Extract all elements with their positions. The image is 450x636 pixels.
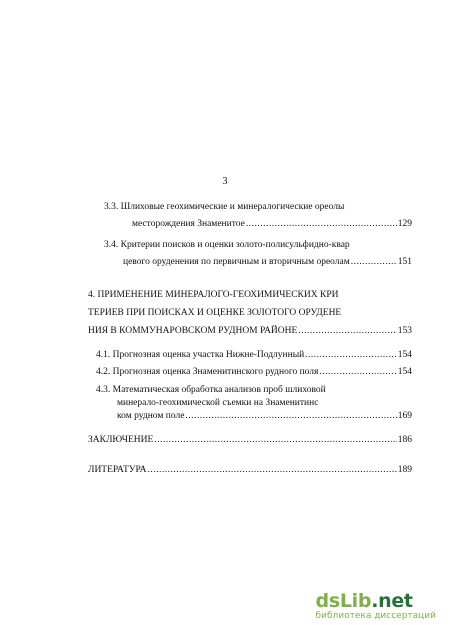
toc-entry-3-4-line1: 3.4. Критерии поисков и оценки золото-полисульфидно-квар bbox=[104, 240, 350, 250]
dot-leader bbox=[305, 350, 397, 361]
dot-leader bbox=[185, 411, 396, 422]
toc-entry-text: НИЯ В КОММУНАРОВСКОМ РУДНОМ РАЙОНЕ bbox=[88, 326, 298, 336]
toc-entry-3-4-line2 bbox=[123, 257, 412, 268]
toc-entry-4-3-line3 bbox=[117, 411, 412, 422]
dot-leader bbox=[154, 435, 396, 446]
toc-entry-text: ком рудном поле bbox=[117, 411, 185, 421]
toc-entry-text: 4.1. Прогнозная оценка участка Нижне-Подлунный bbox=[96, 350, 305, 360]
dot-leader bbox=[319, 367, 396, 378]
toc-entry-page: 153 bbox=[397, 326, 412, 336]
toc-entry-page: 129 bbox=[397, 219, 412, 229]
toc-entry-page: 189 bbox=[397, 465, 412, 475]
toc-entry-text: ЗАКЛЮЧЕНИЕ bbox=[88, 435, 154, 445]
toc-entry-page: 154 bbox=[397, 367, 412, 377]
watermark-brand-main: dsLib bbox=[315, 590, 372, 612]
toc-entry-4-1 bbox=[96, 350, 412, 361]
toc-entry-page: 154 bbox=[397, 350, 412, 360]
toc-section-4-line3 bbox=[88, 326, 412, 337]
dot-leader bbox=[246, 219, 397, 230]
toc-entry-text: цевого оруденения по первичным и вторичным ореолам bbox=[123, 257, 350, 267]
watermark bbox=[316, 591, 436, 622]
toc-entry-page: 186 bbox=[397, 435, 412, 445]
toc-section-4-line2: ТЕРИЕВ ПРИ ПОИСКАХ И ОЦЕНКЕ ЗОЛОТОГО ОРУДЕНЕ bbox=[88, 308, 342, 318]
toc-entry-text: месторождения Знаменитое bbox=[132, 219, 245, 229]
toc-entry-text: ЛИТЕРАТУРА bbox=[88, 465, 147, 475]
dot-leader bbox=[147, 465, 396, 476]
watermark-subtitle: библиотека диссертаций bbox=[315, 611, 436, 621]
toc-entry-conclusion bbox=[88, 435, 412, 446]
toc-entry-3-3-line2 bbox=[132, 219, 412, 230]
dot-leader bbox=[298, 326, 396, 337]
page-number: 3 bbox=[222, 176, 228, 187]
toc-section-4-line1: 4. ПРИМЕНЕНИЕ МИНЕРАЛОГО-ГЕОХИМИЧЕСКИХ КРИ bbox=[88, 290, 339, 300]
toc-entry-page: 151 bbox=[397, 257, 412, 267]
toc-entry-3-3-line1: 3.3. Шлиховые геохимические и минералогические ореолы bbox=[104, 202, 345, 212]
toc-entry-text: 4.2. Прогнозная оценка Знаменитинского рудного поля bbox=[96, 367, 319, 377]
toc-entry-references bbox=[88, 465, 412, 476]
toc-entry-page: 169 bbox=[397, 411, 412, 421]
watermark-brand-suffix: .net bbox=[371, 590, 413, 612]
watermark-logo bbox=[316, 591, 436, 611]
dot-leader bbox=[351, 257, 397, 268]
toc-entry-4-2 bbox=[96, 367, 412, 378]
toc-entry-4-3-line1: 4.3. Математическая обработка анализов проб шлиховой bbox=[96, 385, 326, 395]
toc-entry-4-3-line2: минерало-геохимической съемки на Знаменитинс bbox=[117, 398, 319, 408]
